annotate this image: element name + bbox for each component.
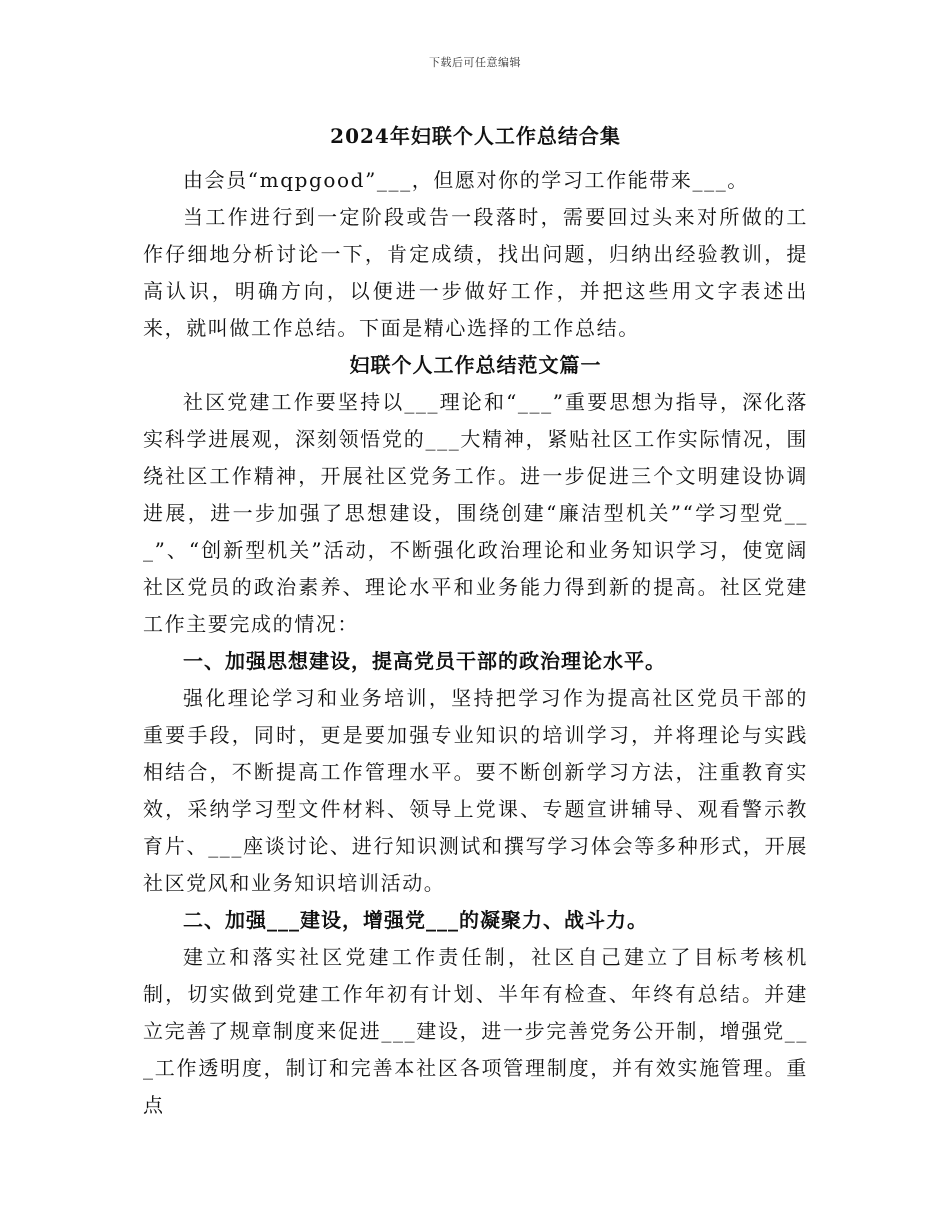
section-title: 妇联个人工作总结范文篇一 [349, 353, 602, 377]
document-title: 2024年妇联个人工作总结合集 [330, 124, 621, 148]
heading-1: 一、加强思想建设，提高党员干部的政治理论水平。 [183, 649, 666, 673]
intro-paragraph: 当工作进行到一定阶段或告一段落时，需要回过头来对所做的工作仔细地分析讨论一下，肯定成绩，找出问题，归纳出经验教训，提高认识，明确方向，以便进一步做好工作，并把这些用文字表述出来，就叫做工作总结。下面是精心选择的工作总结。 [143, 205, 808, 340]
intro-line: 由会员“mqpgood”___，但愿对你的学习工作能带来___。 [183, 168, 749, 192]
paragraph-1: 强化理论学习和业务培训，坚持把学习作为提高社区党员干部的重要手段，同时，更是要加强专业知识的培训学习，并将理论与实践相结合，不断提高工作管理水平。要不断创新学习方法，注重教育实效，采纳学习型文件材料、领导上党课、专题宣讲辅导、观看警示教育片、___座谈讨论、进行知识测试和撰写学习体会等多种形式，开展社区党风和业务知识培训活动。 [143, 686, 808, 895]
header-note: 下载后可任意编辑 [429, 56, 521, 69]
section-paragraph: 社区党建工作要坚持以___理论和“___”重要思想为指导，深化落实科学进展观，深刻领悟党的___大精神，紧贴社区工作实际情况，围绕社区工作精神，开展社区党务工作。进一步促进三个文明建设协调进展，进一步加强了思想建设，围绕创建“廉洁型机关”“学习型党___”、“创新型机关”活动，不断强化政治理论和业务知识学习，使宽阔社区党员的政治素养、理论水平和业务能力得到新的提高。社区党建工作主要完成的情况： [143, 390, 808, 636]
document-body [143, 116, 808, 1124]
paragraph-2: 建立和落实社区党建工作责任制，社区自己建立了目标考核机制，切实做到党建工作年初有计划、半年有检查、年终有总结。并建立完善了规章制度来促进___建设，进一步完善党务公开制，增强党___工作透明度，制订和完善本社区各项管理制度，并有效实施管理。重点 [143, 945, 808, 1117]
heading-2: 二、加强___建设，增强党___的凝聚力、战斗力。 [183, 908, 648, 932]
